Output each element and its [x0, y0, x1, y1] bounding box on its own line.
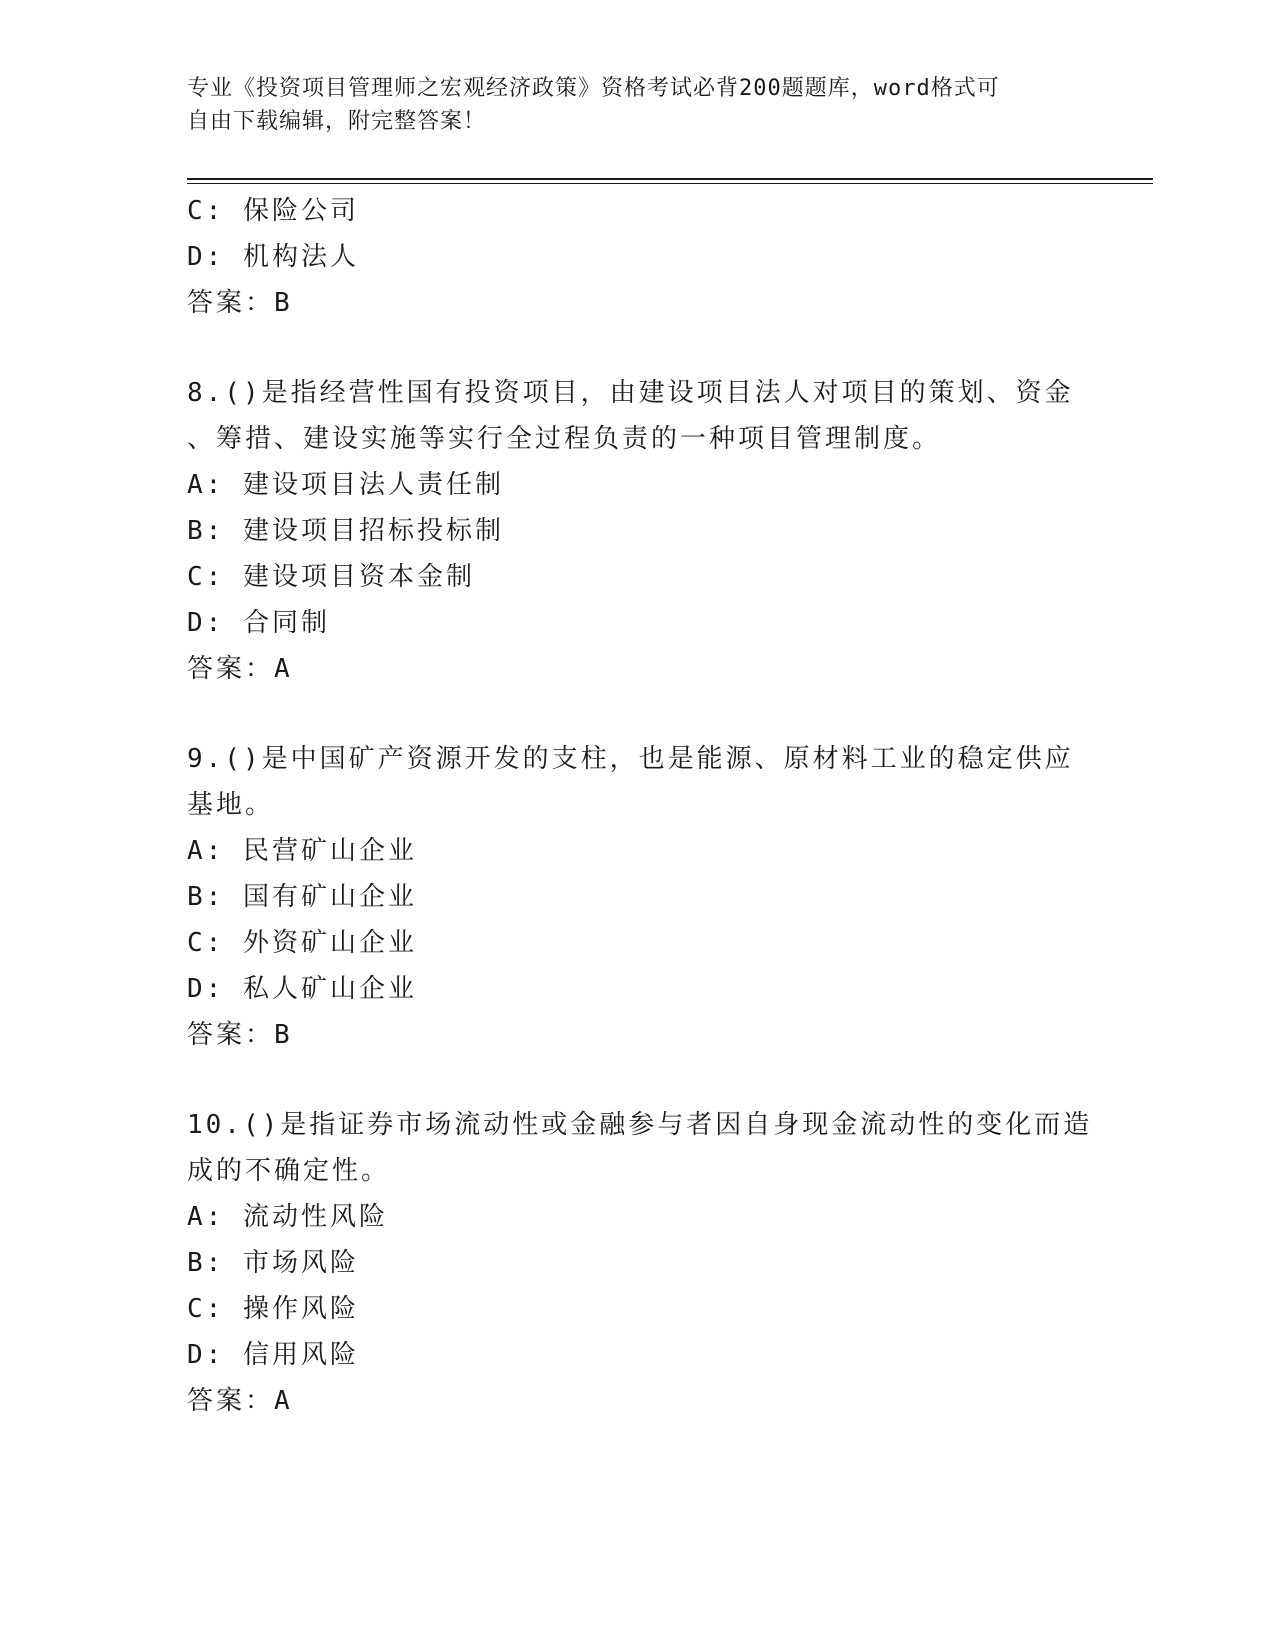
question-list — [187, 188, 1093, 1424]
option-b: B: 国有矿山企业 — [187, 882, 417, 912]
option-d: D: 信用风险 — [187, 1340, 359, 1370]
question-8 — [187, 370, 1087, 692]
answer-line: 答案：A — [187, 654, 293, 684]
question-10 — [187, 1102, 1093, 1424]
spacer — [187, 326, 1087, 370]
option-b: B: 建设项目招标投标制 — [187, 516, 504, 546]
header-line-1: 专业《投资项目管理师之宏观经济政策》资格考试必背200题题库，word格式可 — [187, 76, 1000, 101]
option-b: B: 市场风险 — [187, 1248, 359, 1278]
question-9 — [187, 736, 1087, 1058]
header-divider-thin — [187, 183, 1153, 184]
question-text-line-2: 、筹措、建设实施等实行全过程负责的一种项目管理制度。 — [187, 424, 942, 454]
spacer — [187, 1058, 1087, 1102]
question-text-line-1: 8.()是指经营性国有投资项目，由建设项目法人对项目的策划、资金 — [187, 378, 1074, 408]
document-header — [187, 72, 1067, 138]
answer-line: 答案：B — [187, 288, 293, 318]
answer-line: 答案：A — [187, 1386, 293, 1416]
option-a: A: 流动性风险 — [187, 1202, 388, 1232]
spacer — [187, 692, 1087, 736]
option-a: A: 民营矿山企业 — [187, 836, 417, 866]
question-text-line-2: 成的不确定性。 — [187, 1156, 391, 1186]
option-c: C: 保险公司 — [187, 196, 359, 226]
option-d: D: 合同制 — [187, 608, 330, 638]
option-c: C: 建设项目资本金制 — [187, 562, 475, 592]
question-text-line-1: 10.()是指证券市场流动性或金融参与者因自身现金流动性的变化而造 — [187, 1110, 1093, 1140]
question-text-line-2: 基地。 — [187, 790, 275, 820]
option-a: A: 建设项目法人责任制 — [187, 470, 504, 500]
answer-line: 答案：B — [187, 1020, 293, 1050]
option-d: D: 机构法人 — [187, 242, 359, 272]
option-d: D: 私人矿山企业 — [187, 974, 417, 1004]
header-divider-thick — [187, 178, 1153, 180]
question-text-line-1: 9.()是中国矿产资源开发的支柱，也是能源、原材料工业的稳定供应 — [187, 744, 1074, 774]
option-c: C: 外资矿山企业 — [187, 928, 417, 958]
header-line-2: 自由下载编辑，附完整答案！ — [187, 109, 487, 134]
option-c: C: 操作风险 — [187, 1294, 359, 1324]
carryover-question — [187, 188, 1087, 326]
